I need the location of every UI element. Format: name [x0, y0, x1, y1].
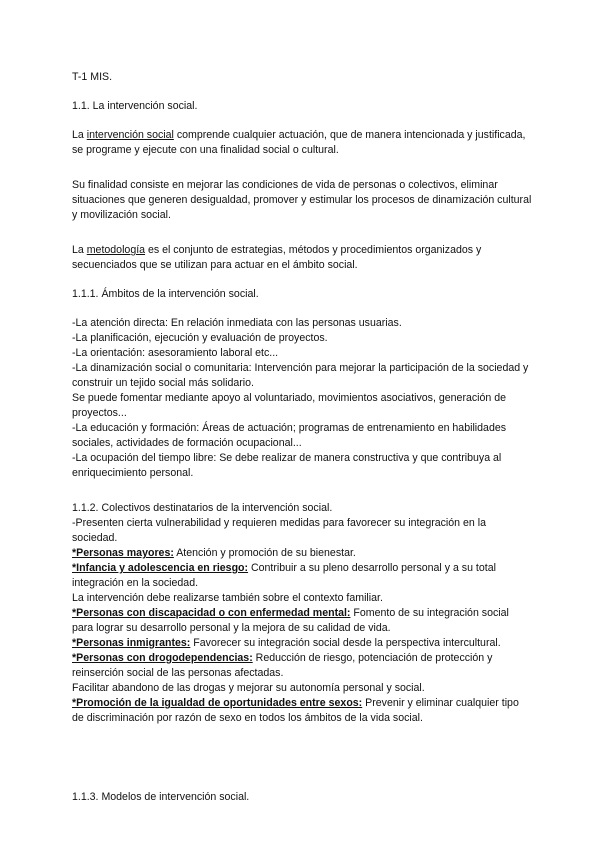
ambitos-list	[72, 316, 532, 481]
colectivo-text: Atención y promoción de su bienestar.	[173, 547, 356, 559]
section-heading-1-1-2: 1.1.2. Colectivos destinatarios de la intervención social.	[72, 502, 333, 514]
colectivo-label: *Personas con discapacidad o con enfermedad mental:	[72, 607, 351, 619]
term-metodologia: metodología	[86, 244, 146, 256]
colectivo-text: Favorecer su integración social desde la perspectiva intercultural.	[190, 637, 501, 649]
paragraph-intervencion	[72, 128, 532, 158]
colectivo-item	[72, 636, 532, 651]
paragraph-finalidad: Su finalidad consiste en mejorar las condiciones de vida de personas o colectivos, eliminar situaciones que generen desigualdad, promover y estimular los procesos de dinamización cultural y movilización social.	[72, 179, 532, 221]
colectivo-label: *Personas con drogodependencias:	[72, 652, 253, 664]
colectivo-text: Reducción de riesgo, potenciación de protección y reinserción social de las personas afectadas.	[72, 652, 493, 679]
paragraph-metodologia	[72, 243, 532, 273]
section-heading-1-1-3: 1.1.3. Modelos de intervención social.	[72, 791, 250, 803]
p1-rest: comprende cualquier actuación, que de manera intencionada y justificada, se programe y ejecute con una finalidad social o cultural.	[72, 129, 526, 156]
colectivo-item	[72, 651, 532, 681]
colectivo-note: La intervención debe realizarse también sobre el contexto familiar.	[72, 592, 383, 604]
colectivos-intro: -Presenten cierta vulnerabilidad y requieren medidas para favorecer su integración en la sociedad.	[72, 517, 486, 544]
term-intervencion-social: intervención social	[86, 129, 174, 141]
colectivo-text: Prevenir y eliminar cualquier tipo de discriminación por razón de sexo en todos los ámbitos de la vida social.	[72, 697, 519, 724]
colectivo-item	[72, 606, 532, 636]
ambito-item: -La planificación, ejecución y evaluación de proyectos.	[72, 332, 328, 344]
ambito-item: -La orientación: asesoramiento laboral etc...	[72, 347, 279, 359]
ambito-item: -La ocupación del tiempo libre: Se debe realizar de manera constructiva y que contribuya al enriquecimiento personal.	[72, 452, 502, 479]
colectivo-label: *Promoción de la igualdad de oportunidades entre sexos:	[72, 697, 363, 709]
colectivo-label: *Personas inmigrantes:	[72, 637, 191, 649]
colectivo-text: Contribuir a su pleno desarrollo personal y a su total integración en la sociedad.	[72, 562, 496, 589]
ambito-item: -La atención directa: En relación inmediata con las personas usuarias.	[72, 317, 402, 329]
document-title: T-1 MIS.	[72, 71, 113, 83]
colectivo-note: Facilitar abandono de las drogas y mejorar su autonomía personal y social.	[72, 682, 425, 694]
ambito-item: -La dinamización social o comunitaria: Intervención para mejorar la participación de la sociedad y construir un tejido social más solidario.	[72, 362, 529, 389]
ambito-item: -La educación y formación: Áreas de actuación; programas de entrenamiento en habilidades sociales, actividades de formación ocupacional...	[72, 422, 507, 449]
colectivo-label: *Personas mayores:	[72, 547, 174, 559]
p1-prefix: La	[72, 129, 87, 141]
p3-rest: es el conjunto de estrategias, métodos y procedimientos organizados y secuenciados que se utilizan para actuar en el ámbito social.	[72, 244, 482, 271]
colectivo-text: Fomento de su integración social para lograr su desarrollo personal y la mejora de su calidad de vida.	[72, 607, 509, 634]
colectivo-item	[72, 546, 532, 561]
section-heading-1-1-1: 1.1.1. Ámbitos de la intervención social.	[72, 288, 259, 300]
colectivo-label: *Infancia y adolescencia en riesgo:	[72, 562, 249, 574]
colectivos-section	[72, 501, 532, 726]
section-heading-1-1: 1.1. La intervención social.	[72, 100, 198, 112]
colectivo-item	[72, 561, 532, 591]
colectivo-item	[72, 696, 532, 726]
p3-prefix: La	[72, 244, 87, 256]
ambito-item: Se puede fomentar mediante apoyo al voluntariado, movimientos asociativos, generación de proyectos...	[72, 392, 507, 419]
document-page	[72, 70, 532, 805]
